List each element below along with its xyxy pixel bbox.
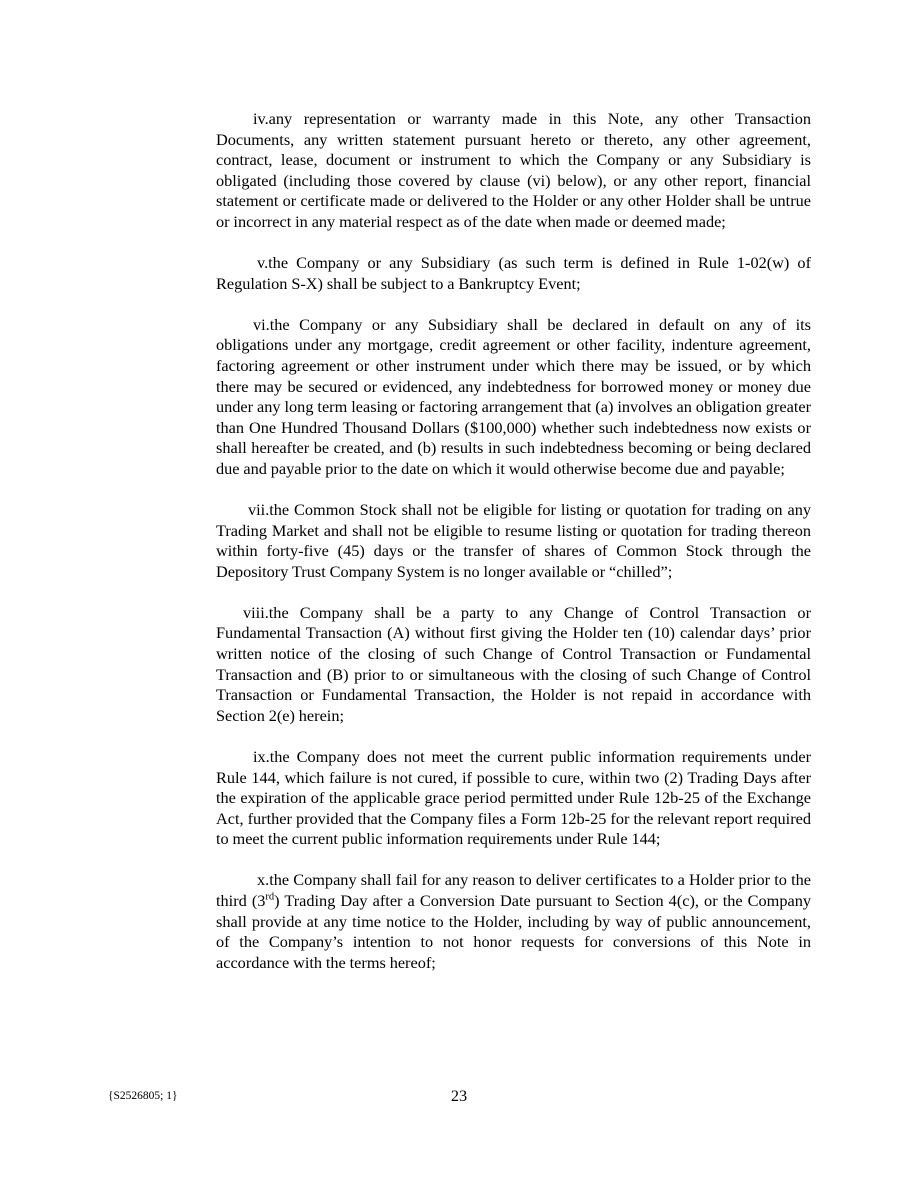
clause-text: viii.the Company shall be a party to any Change of Control Transaction or Fundamental Transaction (A) without first giving the Holder ten (10) calendar days’ prior written notice of the closing of such Change of Control Transaction or Fundamental Transaction and (B) prior to or simultaneous with the closing of such Change of Control Transaction or Fundamental Transaction, the Holder is not repaid in accordance with Section 2(e) herein; — [216, 602, 811, 725]
clause-text: vii.the Common Stock shall not be eligible for listing or quotation for trading on any Trading Market and shall not be eligible to resume listing or quotation for trading thereon within forty-five (45) days or the transfer of shares of Common Stock through the Depository Trust Company System is no longer available or “chilled”; — [216, 500, 811, 581]
footer-page-number: 23 — [450, 1086, 468, 1105]
clause-viii — [216, 603, 811, 727]
clause-text: v.the Company or any Subsidiary (as such term is defined in Rule 1-02(w) of Regulation S-X) shall be subject to a Bankruptcy Event; — [216, 253, 811, 293]
clause-text: iv.any representation or warranty made in this Note, any other Transaction Documents, any written statement pursuant hereto or thereto, any other agreement, contract, lease, document or instrument to which the Company or any Subsidiary is obligated (including those covered by clause (vi) below), or any other report, financial statement or certificate made or delivered to the Holder or any other Holder shall be untrue or incorrect in any material respect as of the date when made or deemed made; — [216, 109, 811, 231]
clause-text: ) Trading Day after a Conversion Date pursuant to Section 4(c), or the Company shall provide at any time notice to the Holder, including by way of public announcement, of the Company’s intention to not honor requests for conversions of this Note in accordance with the terms hereof; — [216, 891, 811, 972]
document-body — [216, 109, 811, 994]
clause-vii — [216, 500, 811, 582]
clause-ix — [216, 747, 811, 850]
clause-iv — [216, 109, 811, 233]
clause-text: vi.the Company or any Subsidiary shall be declared in default on any of its obligations under any mortgage, credit agreement or other facility, indenture agreement, factoring agreement or other instrument under which there may be issued, or by which there may be secured or evidenced, any indebtedness for borrowed money or money due under any long term leasing or factoring arrangement that (a) involves an obligation greater than One Hundred Thousand Dollars ($100,000) whether such indebtedness now exists or shall hereafter be created, and (b) results in such indebtedness becoming or being declared due and payable prior to the date on which it would otherwise become due and payable; — [216, 314, 811, 478]
superscript: rd — [265, 891, 275, 903]
clause-x — [216, 870, 811, 973]
clause-text: ix.the Company does not meet the current public information requirements under Rule 144, which failure is not cured, if possible to cure, within two (2) Trading Days after the expiration of the applicable grace period permitted under Rule 12b-25 of the Exchange Act, further provided that the Company files a Form 12b-25 for the relevant report required to meet the current public information requirements under Rule 144; — [216, 746, 811, 849]
clause-vi — [216, 315, 811, 480]
clause-v — [216, 253, 811, 294]
footer-document-id: {S2526805; 1} — [108, 1090, 178, 1102]
clause-text: x.the Company shall fail for any reason to deliver certificates to a Holder prior to the third (3 — [216, 870, 811, 910]
